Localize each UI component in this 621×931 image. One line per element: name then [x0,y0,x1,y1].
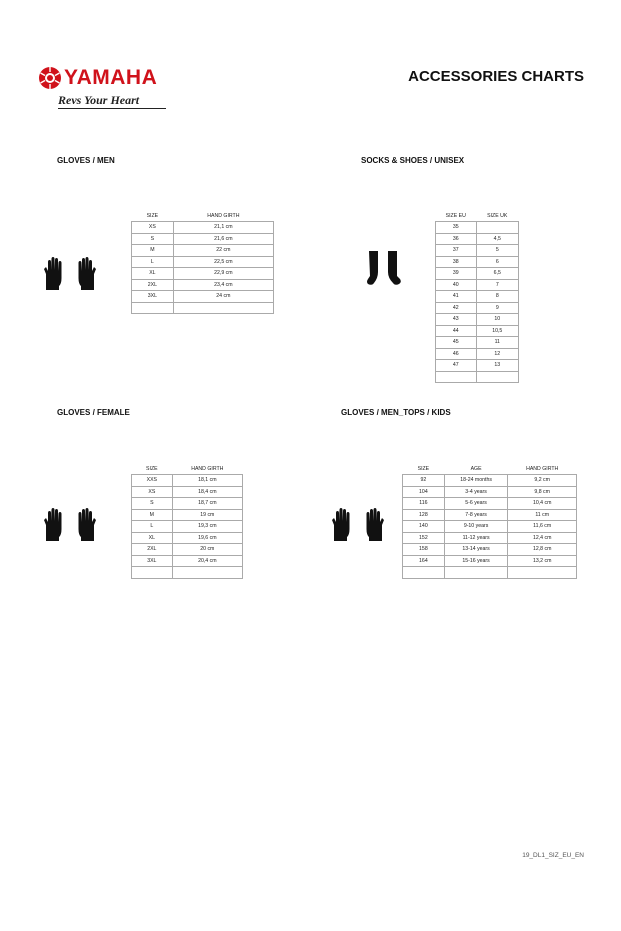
cell-hand-girth: 22,5 cm [173,256,273,268]
table-row [403,544,577,556]
cell-size-eu: 40 [436,279,477,291]
table-row [132,245,274,257]
cell-age: 3-4 years [444,486,508,498]
cell-hand-girth: 23,4 cm [173,279,273,291]
column-header: HAND GIRTH [191,465,224,472]
table-row [132,555,243,567]
table-row [132,532,243,544]
glove-icon [44,508,62,541]
column-header: SIZE UK [487,212,508,219]
column-header: HAND GIRTH [526,465,559,472]
sock-icon [388,251,401,285]
cell-size: M [132,509,173,521]
cell-hand-girth [173,302,273,314]
cell-hand-girth: 24 cm [173,291,273,303]
cell-age: 7-8 years [444,509,508,521]
cell-size-uk: 6 [476,256,518,268]
cell-hand-girth: 9,2 cm [508,475,577,487]
cell-size-eu: 42 [436,302,477,314]
cell-size-uk: 11 [476,337,518,349]
cell-size-eu: 41 [436,291,477,303]
cell-size-eu: 39 [436,268,477,280]
table-row [436,325,519,337]
cell-hand-girth: 20 cm [172,544,242,556]
table-header-row [132,210,274,222]
cell-size [132,302,174,314]
cell-size: XS [132,222,174,234]
column-header: SIZE [146,212,159,219]
table-row [436,348,519,360]
cell-age: 9-10 years [444,521,508,533]
gloves-men-table [131,210,274,314]
cell-size: XL [132,268,174,280]
cell-size: XL [132,532,173,544]
glove-icon [367,508,385,541]
cell-size-eu: 46 [436,348,477,360]
cell-size-eu [436,371,477,383]
tuning-fork-emblem-icon [38,66,62,90]
socks-icon [366,250,406,286]
cell-hand-girth: 22,9 cm [173,268,273,280]
section-title-gloves-men: GLOVES / MEN [57,156,115,165]
cell-size: 128 [403,509,445,521]
table-row [403,567,577,579]
gloves-female-table [131,463,243,579]
section-title-gloves-kids: GLOVES / MEN_TOPS / KIDS [341,408,451,417]
column-header: SIZE [146,465,158,472]
cell-age: 13-14 years [444,544,508,556]
cell-hand-girth: 12,4 cm [508,532,577,544]
table-row [132,498,243,510]
page-title: ACCESSORIES CHARTS [408,68,584,85]
table-row [403,475,577,487]
table-row [132,544,243,556]
table-row [436,245,519,257]
cell-size-uk: 9 [476,302,518,314]
cell-hand-girth: 13,2 cm [508,555,577,567]
table-row [132,521,243,533]
tagline-underline [58,108,166,109]
cell-size-eu: 38 [436,256,477,268]
cell-size [403,567,445,579]
table-header-row [132,463,243,475]
section-title-socks-shoes: SOCKS & SHOES / UNISEX [361,156,465,165]
glove-icon [44,257,62,290]
table-row [436,279,519,291]
document-code: 19_DL1_SIZ_EU_EN [522,852,584,859]
gloves-kids-table [402,463,577,579]
cell-size: 164 [403,555,445,567]
cell-hand-girth: 19 cm [172,509,242,521]
cell-size-uk: 8 [476,291,518,303]
glove-icon [79,508,97,541]
column-header: SIZE [417,465,430,472]
cell-size: M [132,245,174,257]
cell-size-eu: 44 [436,325,477,337]
table-row [132,233,274,245]
table-row [436,256,519,268]
brand-tagline: Revs Your Heart [58,93,140,107]
cell-hand-girth: 18,1 cm [172,475,242,487]
cell-size: 3XL [132,291,174,303]
cell-hand-girth: 19,3 cm [172,521,242,533]
table-row [132,486,243,498]
table-row [132,256,274,268]
cell-hand-girth: 11,6 cm [508,521,577,533]
cell-age [444,567,508,579]
section-title-gloves-female: GLOVES / FEMALE [57,408,130,417]
table-row [436,268,519,280]
cell-size: 2XL [132,279,174,291]
cell-hand-girth: 20,4 cm [172,555,242,567]
table-row [132,509,243,521]
cell-size: 158 [403,544,445,556]
cell-size-eu: 36 [436,233,477,245]
cell-age: 18-24 months [444,475,508,487]
table-row [436,302,519,314]
gloves-men-icon [43,256,97,292]
table-row [132,475,243,487]
cell-size: 104 [403,486,445,498]
table-row [403,498,577,510]
table-row [436,371,519,383]
table-header-row [403,463,577,475]
cell-age: 11-12 years [444,532,508,544]
cell-hand-girth: 18,4 cm [172,486,242,498]
cell-size: 92 [403,475,445,487]
table-row [403,486,577,498]
brand-name: YAMAHA [64,66,158,89]
table-row [403,555,577,567]
cell-hand-girth: 10,4 cm [508,498,577,510]
cell-size: L [132,256,174,268]
glove-icon [79,257,97,290]
table-row [403,532,577,544]
cell-size-uk: 6,5 [476,268,518,280]
column-header: HAND GIRTH [207,212,240,219]
table-row [132,302,274,314]
cell-size: XS [132,486,173,498]
cell-size: XXS [132,475,173,487]
cell-size: L [132,521,173,533]
sock-icon [367,251,378,285]
cell-size-uk [476,371,518,383]
cell-age: 5-6 years [444,498,508,510]
cell-size-uk: 7 [476,279,518,291]
glove-icon [332,508,350,541]
gloves-kids-icon [331,507,385,543]
cell-size-uk: 5 [476,245,518,257]
cell-hand-girth: 12,8 cm [508,544,577,556]
cell-size-eu: 43 [436,314,477,326]
column-header: AGE [470,465,482,472]
cell-size: 152 [403,532,445,544]
column-header: SIZE EU [445,212,466,219]
cell-hand-girth: 9,8 cm [508,486,577,498]
cell-hand-girth: 18,7 cm [172,498,242,510]
cell-size-eu: 45 [436,337,477,349]
cell-hand-girth: 21,1 cm [173,222,273,234]
gloves-female-icon [43,507,97,543]
cell-age: 15-16 years [444,555,508,567]
table-header-row [436,210,519,222]
table-row [132,222,274,234]
socks-shoes-table [435,210,519,383]
cell-size-eu: 35 [436,222,477,234]
cell-size: 116 [403,498,445,510]
table-row [436,233,519,245]
cell-size: S [132,498,173,510]
cell-hand-girth: 22 cm [173,245,273,257]
table-row [436,337,519,349]
cell-hand-girth [172,567,242,579]
table-row [436,222,519,234]
table-row [132,279,274,291]
cell-hand-girth: 21,6 cm [173,233,273,245]
table-row [436,314,519,326]
cell-size-uk: 10,5 [476,325,518,337]
cell-size: 3XL [132,555,173,567]
cell-hand-girth [508,567,577,579]
cell-hand-girth: 11 cm [508,509,577,521]
table-row [403,521,577,533]
cell-size-uk: 10 [476,314,518,326]
yamaha-logo [38,66,168,116]
cell-size: S [132,233,174,245]
cell-hand-girth: 19,6 cm [172,532,242,544]
table-row [132,268,274,280]
cell-size: 2XL [132,544,173,556]
table-row [436,360,519,372]
cell-size-uk [476,222,518,234]
cell-size: 140 [403,521,445,533]
table-row [132,291,274,303]
cell-size-uk: 13 [476,360,518,372]
cell-size-uk: 4,5 [476,233,518,245]
cell-size-uk: 12 [476,348,518,360]
table-row [403,509,577,521]
cell-size [132,567,173,579]
cell-size-eu: 37 [436,245,477,257]
cell-size-eu: 47 [436,360,477,372]
table-row [436,291,519,303]
table-row [132,567,243,579]
